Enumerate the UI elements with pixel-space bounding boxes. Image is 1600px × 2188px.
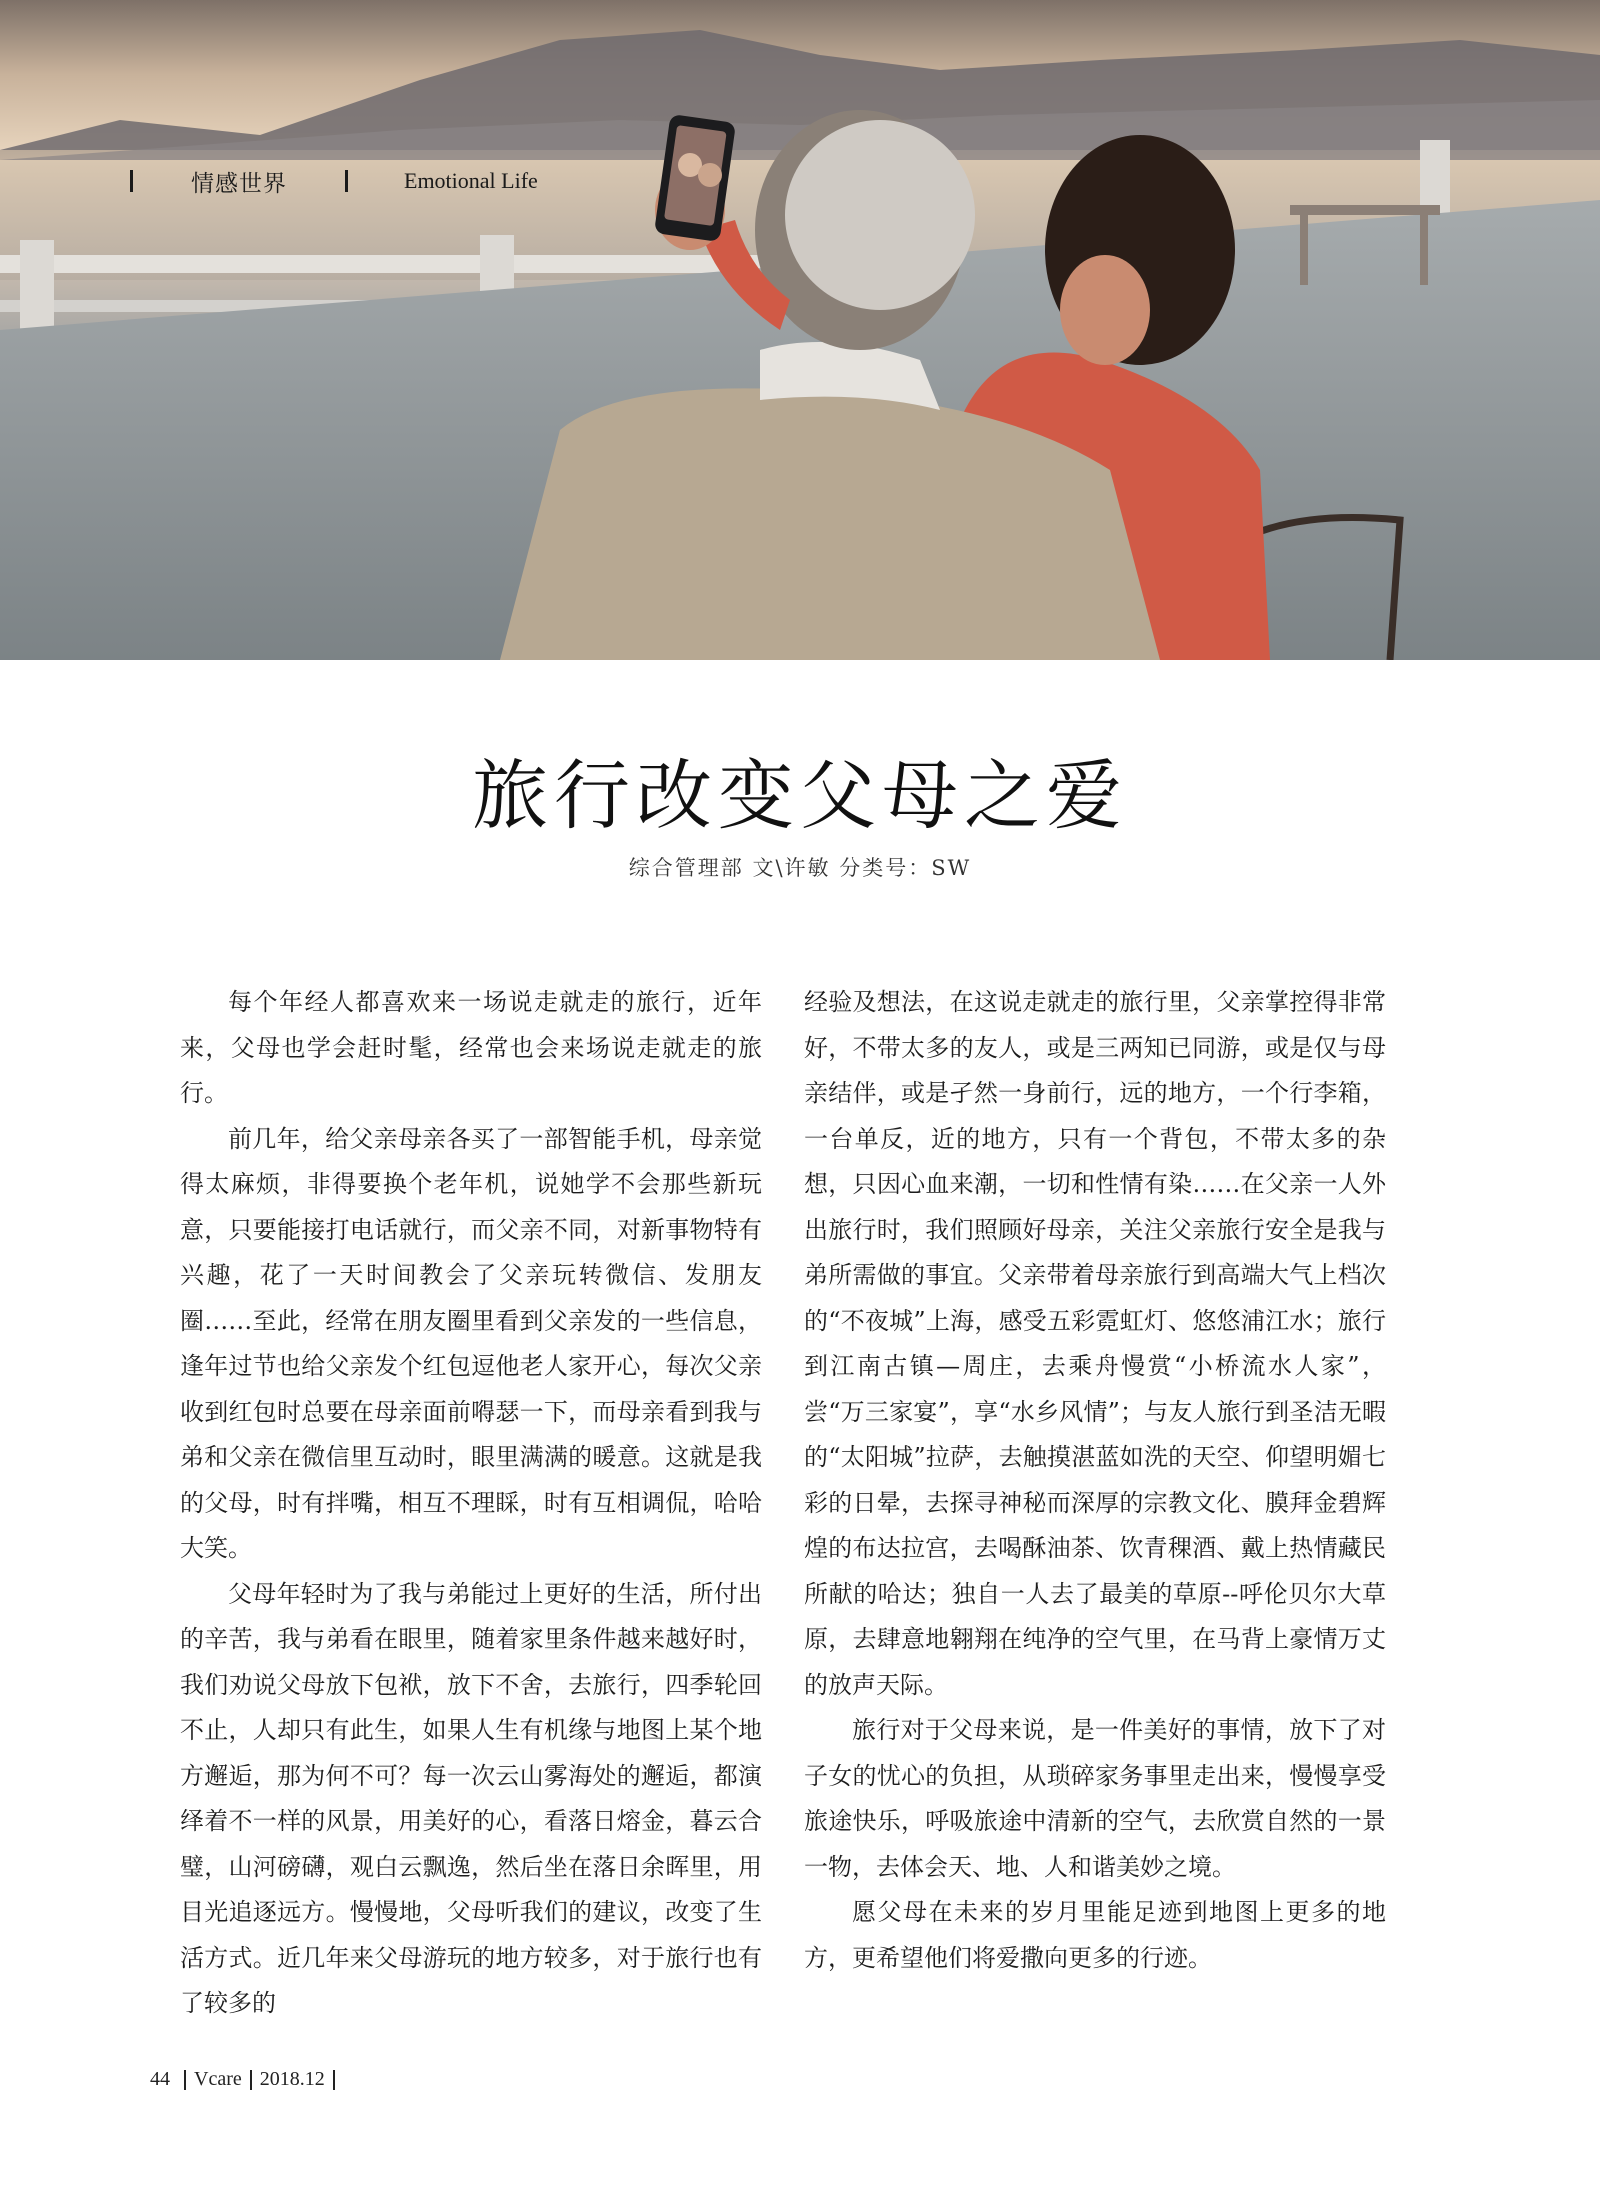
hero-photo [0,0,1600,660]
section-header [130,166,538,196]
article-title: 旅行改变父母之爱 [472,751,1128,840]
magazine-name: Vcare [194,2068,242,2090]
section-divider [345,170,348,192]
article-byline: 综合管理部 文\许敏 分类号：SW [628,856,972,880]
paragraph: 父母年轻时为了我与弟能过上更好的生活，所付出的辛苦，我与弟看在眼里，随着家里条件越来越好时，我们劝说父母放下包袱，放下不舍，去旅行，四季轮回不止，人却只有此生，如果人生有机缘与地图上某个地方邂逅，那为何不可？每一次云山雾海处的邂逅，都演绎着不一样的风景，用美好的心，看落日熔金，暮云合璧，山河磅礴，观白云飘逸，然后坐在落日余晖里，用目光追逐远方。慢慢地，父母听我们的建议，改变了生活方式。近几年来父母游玩的地方较多，对于旅行也有了较多的 [180,1579,762,2017]
paragraph: 每个年经人都喜欢来一场说走就走的旅行，近年来，父母也学会赶时髦，经常也会来场说走就走的旅行。 [180,988,762,1107]
issue-date: 2018.12 [259,2068,325,2090]
section-category-cn: 情感世界 [191,170,287,197]
footer-divider [184,2070,186,2090]
left-column [180,980,762,2027]
paragraph: 旅行对于父母来说，是一件美好的事情，放下了对子女的忧心的负担，从琐碎家务事里走出来，慢慢享受旅途快乐，呼吸旅途中清新的空气，去欣赏自然的一景一物，去体会天、地、人和谐美妙之境。 [804,1716,1386,1881]
paragraph: 愿父母在未来的岁月里能足迹到地图上更多的地方，更希望他们将爱撒向更多的行迹。 [804,1898,1386,1972]
footer-divider [250,2070,252,2090]
paragraph: 前几年，给父亲母亲各买了一部智能手机，母亲觉得太麻烦，非得要换个老年机，说她学不会那些新玩意，只要能接打电话就行，而父亲不同，对新事物特有兴趣，花了一天时间教会了父亲玩转微信、发朋友圈……至此，经常在朋友圈里看到父亲发的一些信息，逢年过节也给父亲发个红包逗他老人家开心，每次父亲收到红包时总要在母亲面前嘚瑟一下，而母亲看到我与弟和父亲在微信里互动时，眼里满满的暖意。这就是我的父母，时有拌嘴，相互不理睬，时有互相调侃，哈哈大笑。 [180,1124,762,1562]
page-footer [150,2068,343,2091]
footer-divider [333,2070,335,2090]
right-column [804,980,1386,1981]
paragraph: 经验及想法，在这说走就走的旅行里，父亲掌控得非常好，不带太多的友人，或是三两知已同游，或是仅与母亲结伴，或是孑然一身前行，远的地方，一个行李箱，一台单反，近的地方，只有一个背包，不带太多的杂想，只因心血来潮，一切和性情有染……在父亲一人外出旅行时，我们照顾好母亲，关注父亲旅行安全是我与弟所需做的事宜。父亲带着母亲旅行到高端大气上档次的“不夜城”上海，感受五彩霓虹灯、悠悠浦江水；旅行到江南古镇—周庄，去乘舟慢赏“小桥流水人家”，尝“万三家宴”，享“水乡风情”；与友人旅行到圣洁无暇的“太阳城”拉萨，去触摸湛蓝如洗的天空、仰望明媚七彩的日晕，去探寻神秘而深厚的宗教文化、膜拜金碧辉煌的布达拉宫，去喝酥油茶、饮青稞酒、戴上热情藏民所献的哈达；独自一人去了最美的草原--呼伦贝尔大草原，去肆意地翱翔在纯净的空气里，在马背上豪情万丈的放声天际。 [804,988,1386,1699]
page-number: 44 [150,2068,170,2090]
section-divider [130,170,133,192]
hero-illustration [0,0,1600,660]
section-category-en: Emotional Life [404,168,538,193]
